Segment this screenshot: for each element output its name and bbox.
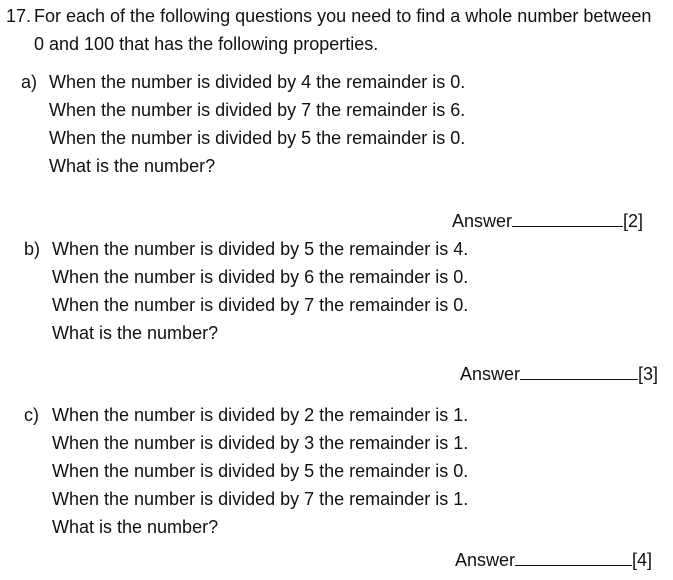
part-c-condition-4: When the number is divided by 7 the remainder is 1. (52, 489, 469, 509)
part-a-prompt: What is the number? (49, 156, 216, 176)
part-c-answer-row (455, 549, 652, 571)
part-b-condition-2: When the number is divided by 6 the remainder is 0. (52, 267, 469, 287)
part-c-condition-3: When the number is divided by 5 the remainder is 0. (52, 461, 469, 481)
part-b-prompt: What is the number? (52, 323, 219, 343)
part-a-answer-blank[interactable] (512, 210, 623, 227)
part-a-condition-1: When the number is divided by 4 the remainder is 0. (49, 72, 466, 92)
part-c-condition-2: When the number is divided by 3 the remainder is 1. (52, 433, 469, 453)
part-a-marks: [2] (623, 211, 644, 231)
part-a-answer-label: Answer (452, 211, 513, 231)
question-number: 17. (6, 6, 32, 26)
part-c-marks: [4] (632, 550, 653, 570)
part-a-label: a) (21, 72, 38, 92)
part-a-condition-2: When the number is divided by 7 the remainder is 6. (49, 100, 466, 120)
part-c-answer-blank[interactable] (515, 549, 632, 566)
part-b-answer-blank[interactable] (520, 363, 638, 380)
part-c-condition-1: When the number is divided by 2 the remainder is 1. (52, 405, 469, 425)
part-c-label: c) (24, 405, 39, 425)
part-a-answer-row (452, 210, 643, 232)
part-b-condition-3: When the number is divided by 7 the remainder is 0. (52, 295, 469, 315)
part-b-answer-row (460, 363, 658, 385)
question-intro-line-1: For each of the following questions you need to find a whole number between (34, 6, 652, 26)
part-b-label: b) (24, 239, 41, 259)
part-b-condition-1: When the number is divided by 5 the remainder is 4. (52, 239, 469, 259)
part-b-marks: [3] (638, 364, 659, 384)
question-intro-line-2: 0 and 100 that has the following properties. (34, 34, 379, 54)
part-a-condition-3: When the number is divided by 5 the remainder is 0. (49, 128, 466, 148)
part-c-answer-label: Answer (455, 550, 516, 570)
part-c-prompt: What is the number? (52, 517, 219, 537)
part-b-answer-label: Answer (460, 364, 521, 384)
